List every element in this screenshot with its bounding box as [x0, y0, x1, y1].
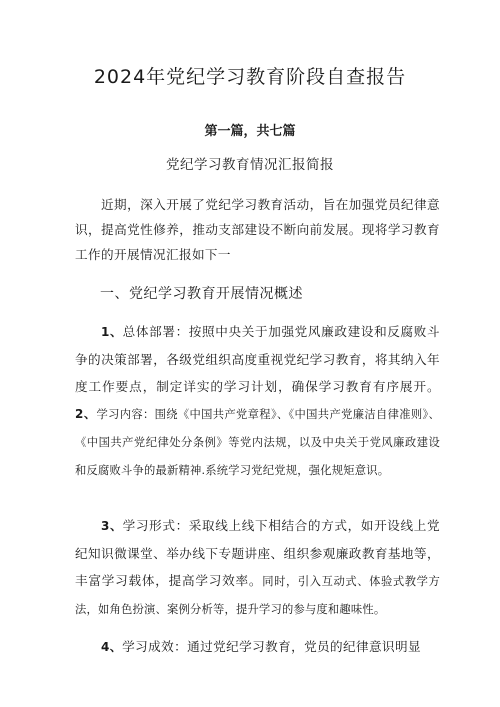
paragraph-item-4	[75, 633, 440, 661]
document-subtitle: 第一篇，共七篇	[204, 124, 296, 139]
paragraph-item-1-2	[75, 318, 440, 484]
item-4-number: 4、	[101, 640, 123, 654]
item-1-text: 总体部署：按照中央关于加强党风廉政建设和反腐败斗争的决策部署，各级党组织高度重视党纪学习教育，将其纳入年度工作要点，制定详实的学习计划，确保学习教育有序展开。	[75, 324, 440, 394]
intro-paragraph: 近期，深入开展了党纪学习教育活动，旨在加强党员纪律意识，提高党性修养，推动支部建设不断向前发展。现将学习教育工作的开展情况汇报如下一	[75, 197, 440, 262]
report-title: 党纪学习教育情况汇报简报	[166, 157, 334, 173]
document-title: 2024年党纪学习教育阶段自查报告	[93, 66, 407, 88]
item-2-text: 学习内容：围绕《中国共产党章程》、《中国共产党廉洁自律准则》、《中国共产党纪律处分条例》等党内法规，以及中央关于党风廉政建设和反腐败斗争的最新精神.系统学习党纪党规，强化规矩意识。	[75, 408, 440, 477]
paragraph-item-3	[75, 512, 440, 623]
item-3-text: 学习形式：采取线上线下相结合的方式，如开设线上党纪知识微课堂、举办线下专题讲座、组织参观廉政教育基地等，丰富学习载体，提高学习效率。	[75, 518, 440, 588]
item-2-number: 2、	[75, 407, 97, 421]
item-1-number: 1、	[101, 325, 123, 339]
item-4-text: 学习成效：通过党纪学习教育，党员的纪律意识明显	[122, 639, 422, 654]
item-3-number: 3、	[101, 519, 123, 533]
item-3-text-continued: 同时，引入互动式、体验式教学方法，如角色扮演、案例分析等，提升学习的参与度和趣味性。	[75, 575, 440, 616]
section-heading: 一、党纪学习教育开展情况概述	[100, 286, 303, 302]
